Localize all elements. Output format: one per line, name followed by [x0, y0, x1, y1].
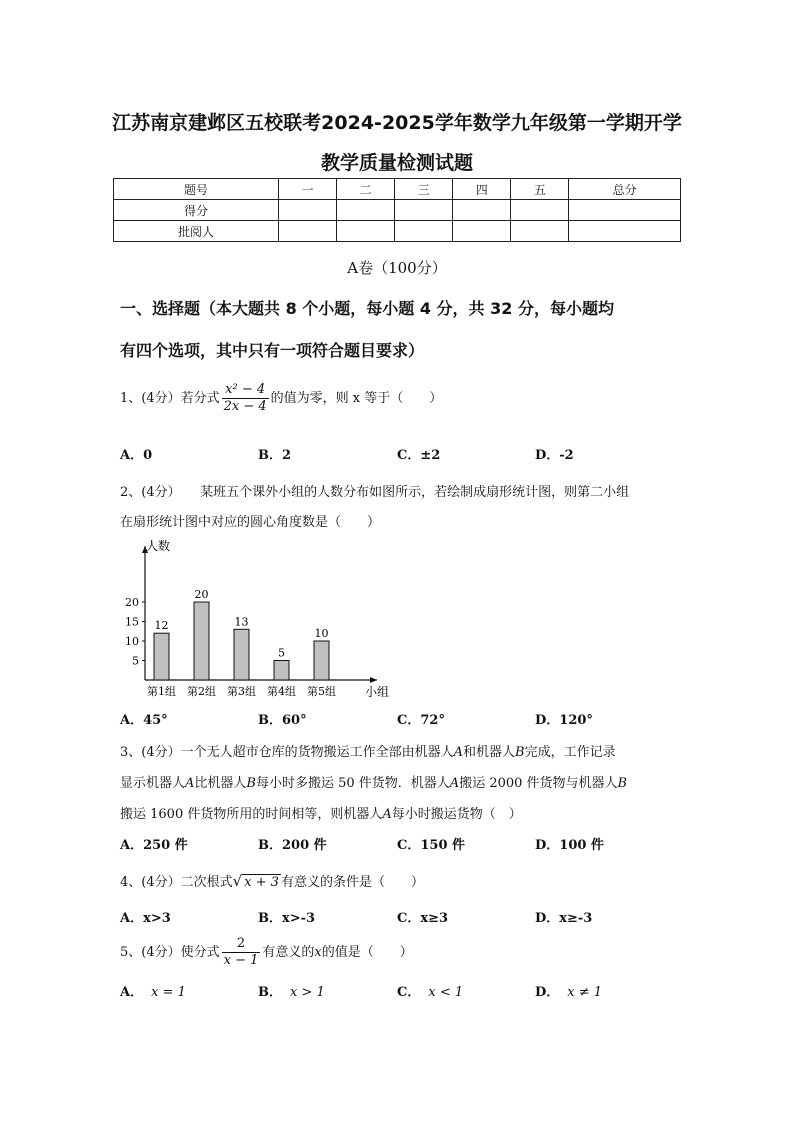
score-cell: [453, 221, 511, 242]
q4-prefix: 4、(4分）二次根式: [120, 875, 233, 890]
section1-heading-line1: 一、选择题（本大题共 8 个小题，每小题 4 分，共 32 分，每小题均: [120, 299, 614, 318]
score-header-cell: 一: [279, 179, 337, 200]
question-5-fraction: [222, 936, 261, 969]
bar: [314, 641, 329, 680]
question-3-line3: [120, 803, 522, 822]
section1-heading-line2: 有四个选项，其中只有一项符合题目要求）: [120, 341, 425, 360]
q1-option-b[interactable]: B．2: [258, 448, 292, 463]
question-2-line1: 2、(4分） 某班五个课外小组的人数分布如图所示，若绘制成扇形统计图，则第二小组: [120, 485, 630, 500]
q5-option-a[interactable]: [120, 981, 186, 1000]
y-tick-label: 15: [125, 615, 139, 629]
score-row-label: 批阅人: [114, 221, 279, 242]
q3-text: 搬运 2000 件货物与机器人: [459, 776, 618, 791]
y-tick-label: 20: [125, 596, 139, 609]
x-tick-label: 第1组: [147, 685, 176, 698]
bar: [194, 602, 209, 680]
q3-var: B: [515, 745, 525, 760]
q3-option-b[interactable]: B．200 件: [258, 838, 327, 853]
q3-var: A: [449, 776, 460, 791]
q3-var: A: [382, 807, 392, 822]
question-1-fraction: [222, 382, 269, 415]
page-title-line1: 江苏南京建邺区五校联考2024-2025学年数学九年级第一学期开学: [112, 112, 682, 134]
score-table: [113, 178, 681, 242]
score-cell: [569, 200, 681, 221]
question-4-stem: [120, 871, 424, 890]
q5-option-d[interactable]: [535, 981, 602, 1000]
q3-text: 和机器人: [463, 745, 516, 760]
score-table-header-row: [114, 179, 681, 200]
bar-value-label: 5: [278, 646, 285, 660]
option-letter: D．: [535, 985, 560, 1000]
x-axis-arrow-icon: [370, 677, 377, 683]
score-header-cell: 五: [511, 179, 569, 200]
q2-option-a[interactable]: A．45°: [120, 713, 168, 728]
question-1-suffix: 的值为零，则 x 等于（ ）: [270, 391, 443, 406]
q3-text: 每小时多搬运 50 件货物．机器人: [255, 776, 450, 791]
q3-text: 3、(4分）一个无人超市仓库的货物搬运工作全部由机器人: [120, 745, 454, 760]
question-3-line1: [120, 741, 616, 760]
bar: [234, 629, 249, 680]
fraction-numerator: 2: [222, 936, 261, 953]
y-tick-label: 5: [132, 654, 139, 668]
question-3-line2: [120, 772, 627, 791]
bar-value-label: 10: [314, 627, 329, 640]
y-axis-label: 人数: [146, 539, 171, 553]
option-letter: C．: [397, 985, 421, 1000]
x-axis-label: 小组: [365, 685, 390, 699]
q2-option-b[interactable]: B．60°: [258, 713, 307, 728]
q4-option-c[interactable]: C．x≥3: [397, 911, 449, 926]
q3-text: 比机器人: [194, 776, 247, 791]
question-2-line2: 在扇形统计图中对应的圆心角度数是（ ）: [120, 515, 381, 530]
score-header-cell: 题号: [114, 179, 279, 200]
score-header-cell: 二: [337, 179, 395, 200]
score-header-cell: 四: [453, 179, 511, 200]
x-tick-label: 第4组: [267, 685, 296, 698]
q4-option-b[interactable]: B．x>-3: [258, 911, 316, 926]
q3-var: A: [185, 776, 195, 791]
score-cell: [337, 200, 395, 221]
fraction-denominator: x − 1: [223, 953, 259, 968]
score-header-cell: 总分: [569, 179, 681, 200]
q5-option-b[interactable]: [258, 981, 325, 1000]
page-title-line2: 教学质量检测试题: [320, 152, 473, 174]
score-cell: [453, 200, 511, 221]
question-1-stem: [120, 382, 442, 415]
bar: [274, 661, 289, 681]
y-tick-label: 10: [125, 635, 139, 648]
q3-var: B: [617, 776, 628, 791]
q2-option-d[interactable]: D．120°: [535, 713, 593, 728]
q3-text: 每小时搬运货物（ ）: [391, 807, 522, 822]
q4-option-a[interactable]: A．x>3: [120, 911, 171, 926]
score-cell: [337, 221, 395, 242]
q1-option-a[interactable]: A．0: [120, 448, 153, 463]
q5-option-c[interactable]: [397, 981, 463, 1000]
score-cell: [511, 221, 569, 242]
option-math: x < 1: [428, 985, 464, 1000]
q3-var: A: [453, 745, 464, 760]
score-cell: [279, 221, 337, 242]
q5-prefix: 5、(4分）使分式: [120, 945, 220, 960]
x-tick-label: 第2组: [187, 685, 216, 698]
q3-option-d[interactable]: D．100 件: [535, 838, 604, 853]
score-cell: [395, 200, 453, 221]
q1-option-d[interactable]: D．-2: [535, 448, 574, 463]
option-math: x = 1: [151, 985, 186, 1000]
fraction-denominator: 2x − 4: [223, 399, 267, 414]
bar-chart: [115, 534, 395, 704]
question-5-stem: [120, 936, 413, 969]
q3-text: 显示机器人: [120, 776, 186, 791]
score-row-label: 得分: [114, 200, 279, 221]
bar: [154, 633, 169, 680]
score-table-row: [114, 221, 681, 242]
score-header-cell: 三: [395, 179, 453, 200]
x-tick-label: 第3组: [227, 685, 256, 698]
bar-value-label: 12: [154, 619, 169, 633]
q4-suffix: 有意义的条件是（ ）: [280, 875, 424, 890]
q2-option-c[interactable]: C．72°: [397, 713, 445, 728]
q1-option-c[interactable]: C．±2: [397, 448, 441, 463]
paper-section-label: A卷（100分）: [347, 259, 447, 277]
q3-var: B: [246, 776, 256, 791]
q3-text: 完成，工作记录: [524, 745, 616, 760]
score-cell: [511, 200, 569, 221]
fraction-numerator: x² − 4: [222, 382, 269, 399]
score-cell: [395, 221, 453, 242]
option-letter: B．: [258, 985, 282, 1000]
q4-radicand: x + 3: [244, 875, 279, 890]
score-cell: [279, 200, 337, 221]
q5-suffix: 有意义的: [262, 945, 315, 960]
q3-option-c[interactable]: C．150 件: [397, 838, 466, 853]
score-table-row: [114, 200, 681, 221]
option-letter: A．: [120, 985, 144, 1000]
option-math: x > 1: [290, 985, 325, 1000]
bar-value-label: 13: [234, 615, 249, 629]
q5-suffix: 的值是（ ）: [321, 945, 413, 960]
question-1-prefix: 1、(4分）若分式: [120, 391, 220, 406]
q4-option-d[interactable]: D．x≥-3: [535, 911, 593, 926]
q3-option-a[interactable]: A．250 件: [120, 838, 188, 853]
bar-value-label: 20: [194, 588, 209, 601]
score-cell: [569, 221, 681, 242]
sqrt-icon: √: [232, 872, 243, 890]
q3-text: 搬运 1600 件货物所用的时间相等，则机器人: [120, 807, 383, 822]
option-math: x ≠ 1: [567, 985, 603, 1000]
q5-var: x: [314, 945, 322, 960]
x-tick-label: 第5组: [307, 685, 336, 698]
